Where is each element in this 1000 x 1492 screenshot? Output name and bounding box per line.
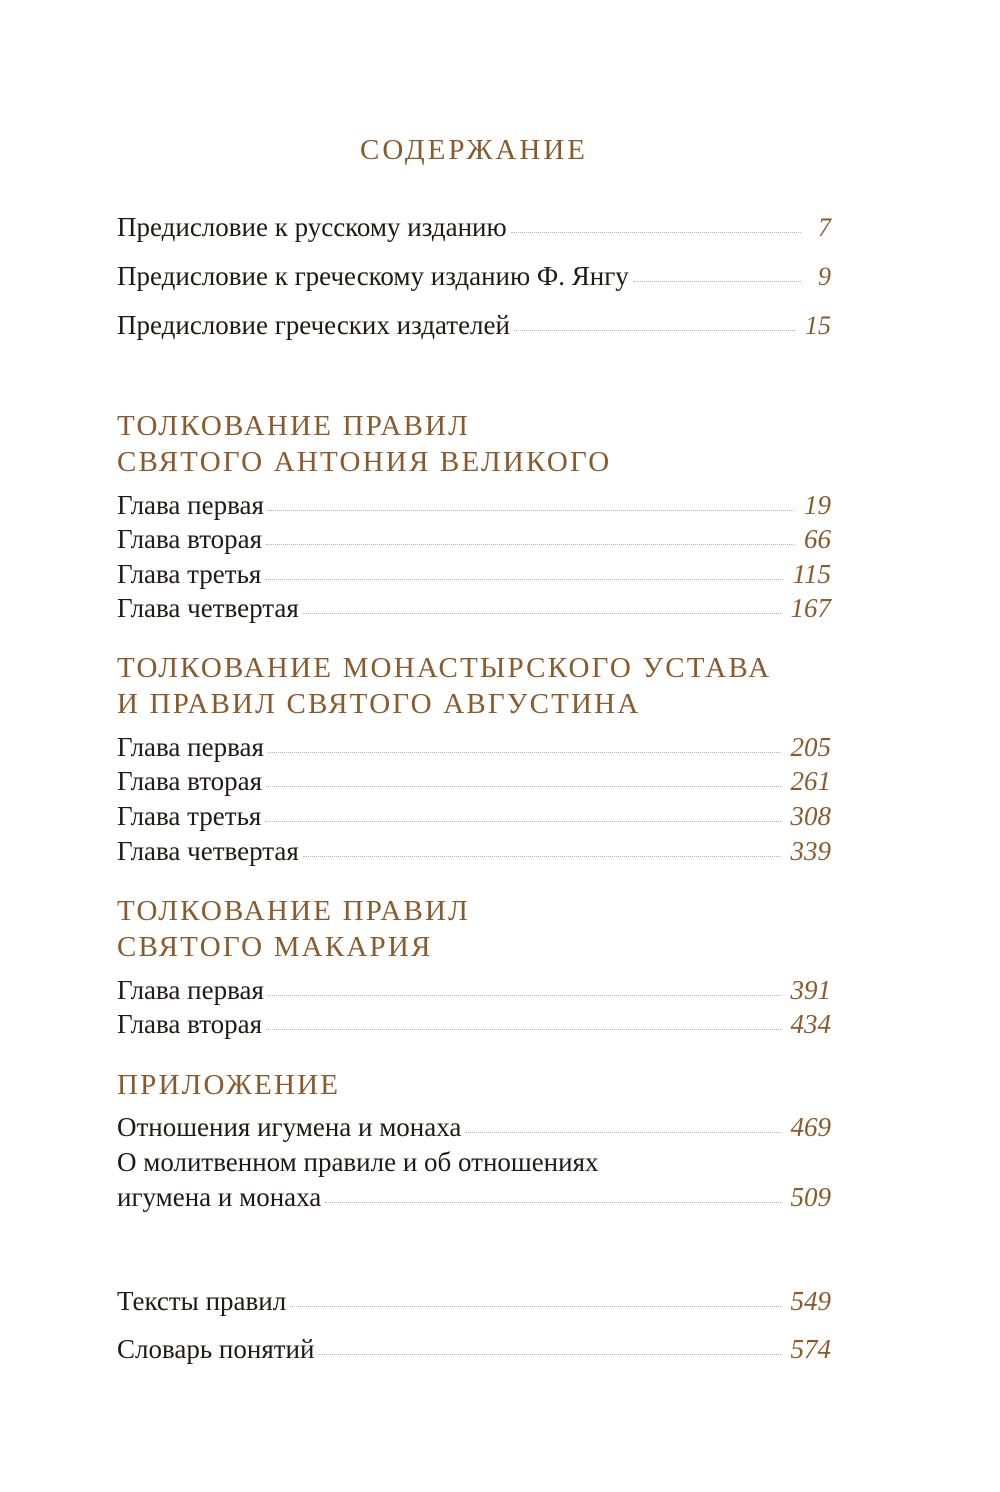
toc-entry[interactable] xyxy=(117,974,831,1006)
leader-dots xyxy=(290,1306,780,1307)
toc-entry[interactable] xyxy=(117,731,831,763)
section-heading xyxy=(117,650,831,722)
toc-entry-text: игумена и монаха xyxy=(117,1182,322,1212)
leader-dots xyxy=(268,752,781,753)
toc-entry[interactable] xyxy=(117,309,831,342)
toc-page-number: 7 xyxy=(818,213,831,242)
toc-page-number: 509 xyxy=(790,1182,831,1212)
leader-dots xyxy=(303,613,781,614)
leader-dots xyxy=(266,544,794,545)
toc-entry[interactable] xyxy=(117,592,831,624)
toc-page-number: 391 xyxy=(790,975,831,1005)
toc-entry[interactable] xyxy=(117,1008,831,1040)
toc-entry[interactable] xyxy=(117,1111,831,1143)
toc-entry-text-line1: О молитвенном правиле и об отношениях xyxy=(117,1147,599,1177)
leader-dots xyxy=(265,821,780,822)
toc-entry-text: Глава первая xyxy=(117,975,264,1005)
toc-entry-text: Глава четвертая xyxy=(117,836,299,866)
toc-page-number: 205 xyxy=(790,732,831,762)
toc-entry[interactable] xyxy=(117,1285,831,1317)
toc-entry[interactable] xyxy=(117,260,831,293)
section-heading-line: СВЯТОГО АНТОНИЯ ВЕЛИКОГО xyxy=(117,446,612,478)
toc-entry-text: Словарь понятий xyxy=(117,1334,315,1364)
toc-page-number: 19 xyxy=(804,490,831,520)
leader-dots xyxy=(465,1132,780,1133)
toc-page-number: 308 xyxy=(790,801,831,831)
leader-dots xyxy=(303,856,781,857)
toc-page-number: 469 xyxy=(790,1112,831,1142)
toc-entry[interactable] xyxy=(117,800,831,832)
toc-page-number: 574 xyxy=(790,1334,831,1364)
toc-entry[interactable] xyxy=(117,1181,831,1213)
leader-dots xyxy=(514,330,795,331)
toc-entry-text: Глава третья xyxy=(117,801,262,831)
toc-page-number: 66 xyxy=(804,524,831,554)
leader-dots xyxy=(325,1202,780,1203)
toc-entry-text: Отношения игумена и монаха xyxy=(117,1112,462,1142)
leader-dots xyxy=(265,579,782,580)
leader-dots xyxy=(266,1029,780,1030)
toc-entry-text: Предисловие греческих издателей xyxy=(117,310,510,340)
section-heading-line: И ПРАВИЛ СВЯТОГО АВГУСТИНА xyxy=(117,688,641,720)
toc-page-number: 434 xyxy=(790,1009,831,1039)
leader-dots xyxy=(268,510,794,511)
toc-entry[interactable] xyxy=(117,523,831,555)
toc-page-number: 339 xyxy=(790,836,831,866)
leader-dots xyxy=(511,232,801,233)
toc-entry[interactable] xyxy=(117,211,831,244)
toc-entry[interactable] xyxy=(117,765,831,797)
toc-page-number: 167 xyxy=(790,593,831,623)
toc-entry-text: Глава вторая xyxy=(117,1009,263,1039)
toc-entry-text: Глава четвертая xyxy=(117,593,299,623)
toc-entry[interactable] xyxy=(117,489,831,521)
section-heading-line: ПРИЛОЖЕНИЕ xyxy=(117,1069,341,1101)
leader-dots xyxy=(266,786,780,787)
toc-entry-text: Глава первая xyxy=(117,732,264,762)
section-heading-line: СВЯТОГО МАКАРИЯ xyxy=(117,931,433,963)
toc-entry-text: Тексты правил xyxy=(117,1286,287,1316)
toc-entry[interactable] xyxy=(117,558,831,590)
toc-page-number: 9 xyxy=(818,262,831,291)
section-heading-line: ТОЛКОВАНИЕ ПРАВИЛ xyxy=(117,895,471,927)
toc-page-number: 261 xyxy=(790,766,831,796)
toc-entry[interactable] xyxy=(117,835,831,867)
page-title: СОДЕРЖАНИЕ xyxy=(360,134,588,166)
leader-dots xyxy=(633,281,801,282)
leader-dots xyxy=(318,1354,780,1355)
toc-entry[interactable] xyxy=(117,1333,831,1365)
section-heading-line: ТОЛКОВАНИЕ МОНАСТЫРСКОГО УСТАВА xyxy=(117,652,772,684)
section-heading xyxy=(117,1067,831,1103)
toc-entry-text: Глава вторая xyxy=(117,524,263,554)
toc-entry-text: Предисловие к русскому изданию xyxy=(117,212,507,242)
leader-dots xyxy=(268,995,781,996)
toc-entry-text: Глава вторая xyxy=(117,766,263,796)
section-heading xyxy=(117,408,831,480)
section-heading-line: ТОЛКОВАНИЕ ПРАВИЛ xyxy=(117,410,471,442)
toc-entry-text: Предисловие к греческому изданию Ф. Янгу xyxy=(117,261,629,291)
toc-page-number: 15 xyxy=(805,311,831,340)
toc-page-number: 549 xyxy=(790,1286,831,1316)
toc-page-number: 115 xyxy=(792,559,831,589)
section-heading xyxy=(117,893,831,965)
toc-entry-text: Глава первая xyxy=(117,490,264,520)
toc-entry-text: Глава третья xyxy=(117,559,262,589)
